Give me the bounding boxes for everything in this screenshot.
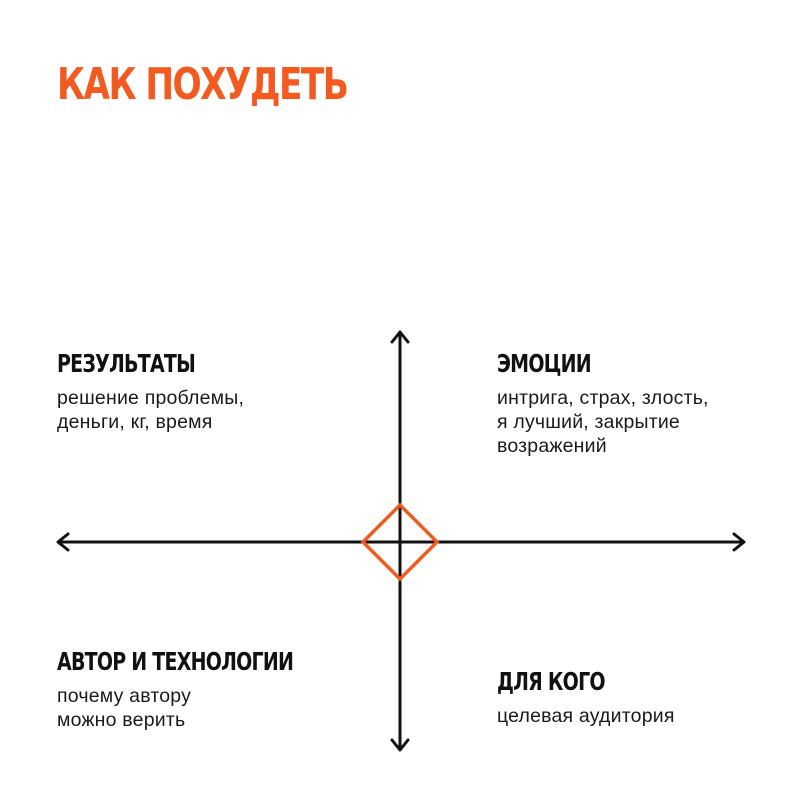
quadrant-description: интрига, страх, злость, я лучший, закрытие возражений: [497, 387, 709, 457]
quadrant-description: почему автору можно верить: [57, 685, 192, 731]
quadrant-heading: ЭМОЦИИ: [497, 349, 591, 378]
quadrant-description: целевая аудитория: [497, 705, 675, 727]
quadrant-heading: ДЛЯ КОГО: [497, 667, 605, 696]
quadrant-emotions: [497, 350, 787, 458]
quadrant-audience: [497, 668, 787, 728]
quadrant-results: [57, 350, 377, 434]
quadrant-author: [57, 648, 377, 732]
quadrant-heading: РЕЗУЛЬТАТЫ: [57, 349, 196, 378]
quadrant-heading: АВТОР И ТЕХНОЛОГИИ: [57, 647, 294, 676]
page-title: КАК ПОХУДЕТЬ: [57, 59, 348, 110]
quadrant-description: решение проблемы, деньги, кг, время: [57, 387, 245, 433]
